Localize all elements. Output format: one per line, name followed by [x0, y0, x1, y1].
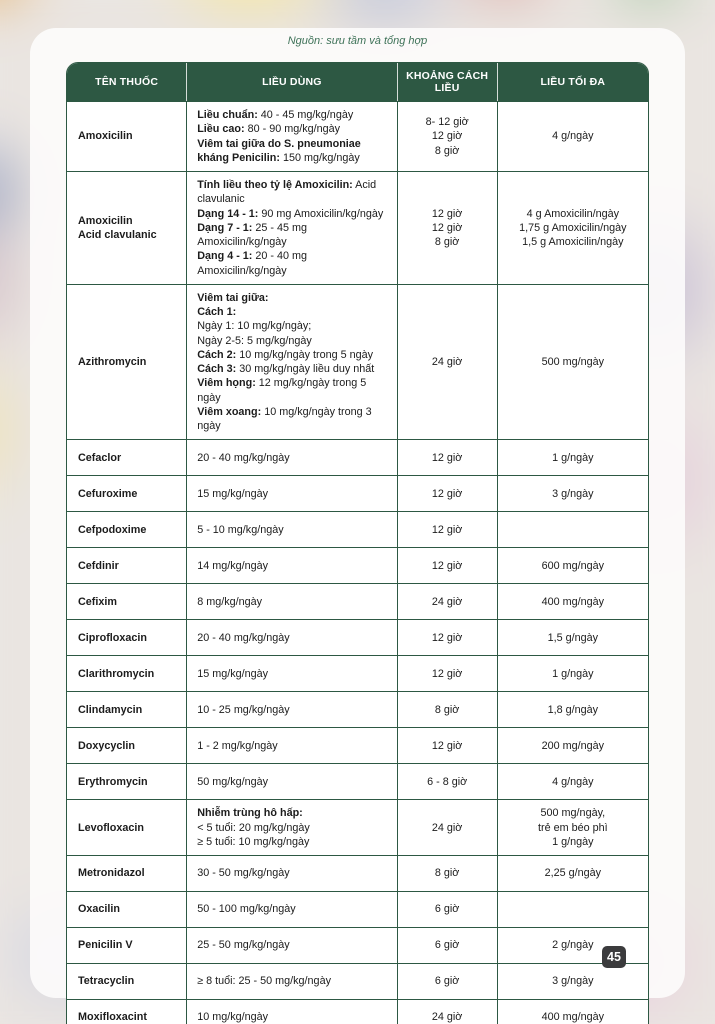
- table-row: [67, 439, 648, 475]
- interval-cell: 8- 12 giờ 12 giờ 8 giờ: [397, 101, 497, 171]
- dose-cell: ≥ 8 tuổi: 25 - 50 mg/kg/ngày: [186, 963, 396, 999]
- column-header-dose: LIỀU DÙNG: [186, 63, 396, 101]
- max-dose-cell: 4 g/ngày: [497, 763, 648, 799]
- column-header-max-dose: LIỀU TỐI ĐA: [497, 63, 648, 101]
- max-dose-cell: 1,5 g/ngày: [497, 619, 648, 655]
- max-dose-cell: 600 mg/ngày: [497, 547, 648, 583]
- drug-name-cell: Erythromycin: [67, 763, 186, 799]
- table-row: [67, 101, 648, 171]
- table-row: [67, 927, 648, 963]
- dose-cell: 30 - 50 mg/kg/ngày: [186, 855, 396, 891]
- source-note: Nguồn: sưu tầm và tổng hợp: [287, 35, 428, 47]
- interval-cell: 24 giờ: [397, 284, 497, 440]
- dose-cell: 14 mg/kg/ngày: [186, 547, 396, 583]
- dosage-table: [67, 63, 648, 1024]
- max-dose-cell: 500 mg/ngày, trẻ em béo phì 1 g/ngày: [497, 799, 648, 855]
- drug-name-cell: Cefdinir: [67, 547, 186, 583]
- drug-name-cell: Clindamycin: [67, 691, 186, 727]
- drug-name-cell: Metronidazol: [67, 855, 186, 891]
- dose-cell: 20 - 40 mg/kg/ngày: [186, 439, 396, 475]
- table-row: [67, 855, 648, 891]
- drug-name-cell: Cefpodoxime: [67, 511, 186, 547]
- drug-name-cell: Amoxicilin Acid clavulanic: [67, 171, 186, 284]
- interval-cell: 6 giờ: [397, 891, 497, 927]
- drug-name-cell: Tetracyclin: [67, 963, 186, 999]
- dosage-table-container: [66, 62, 649, 1024]
- max-dose-cell: 200 mg/ngày: [497, 727, 648, 763]
- dose-cell: 50 - 100 mg/kg/ngày: [186, 891, 396, 927]
- table-row: [67, 799, 648, 855]
- max-dose-cell: 4 g Amoxicilin/ngày 1,75 g Amoxicilin/ngày 1,5 g Amoxicilin/ngày: [497, 171, 648, 284]
- page-number-badge: 45: [602, 946, 626, 968]
- table-row: [67, 963, 648, 999]
- table-row: [67, 999, 648, 1024]
- column-header-drug-name: TÊN THUỐC: [67, 63, 186, 101]
- dose-cell: 15 mg/kg/ngày: [186, 655, 396, 691]
- max-dose-cell: 1,8 g/ngày: [497, 691, 648, 727]
- table-row: [67, 583, 648, 619]
- dose-cell: 10 mg/kg/ngày: [186, 999, 396, 1024]
- max-dose-cell: 400 mg/ngày: [497, 999, 648, 1024]
- content-panel: [30, 28, 685, 1024]
- max-dose-cell: 2,25 g/ngày: [497, 855, 648, 891]
- column-header-interval: KHOẢNG CÁCH LIỀU: [397, 63, 497, 101]
- drug-name-cell: Clarithromycin: [67, 655, 186, 691]
- table-row: [67, 171, 648, 284]
- interval-cell: 6 - 8 giờ: [397, 763, 497, 799]
- dose-cell: 5 - 10 mg/kg/ngày: [186, 511, 396, 547]
- table-row: [67, 891, 648, 927]
- interval-cell: 12 giờ: [397, 655, 497, 691]
- interval-cell: 12 giờ: [397, 727, 497, 763]
- drug-name-cell: Cefixim: [67, 583, 186, 619]
- interval-cell: 12 giờ: [397, 511, 497, 547]
- interval-cell: 12 giờ 12 giờ 8 giờ: [397, 171, 497, 284]
- max-dose-cell: 3 g/ngày: [497, 475, 648, 511]
- drug-name-cell: Ciprofloxacin: [67, 619, 186, 655]
- table-row: [67, 284, 648, 440]
- max-dose-cell: 400 mg/ngày: [497, 583, 648, 619]
- interval-cell: 8 giờ: [397, 855, 497, 891]
- dose-cell: Tính liều theo tỷ lệ Amoxicilin: Acid clavulanic Dạng 14 - 1: 90 mg Amoxicilin/kg/ngày Dạng 7 - 1: 25 - 45 mg Amoxicilin/kg/ngày Dạng 4 - 1: 20 - 40 mg Amoxicilin/kg/ngày: [186, 171, 396, 284]
- max-dose-cell: 3 g/ngày: [497, 963, 648, 999]
- dose-cell: 50 mg/kg/ngày: [186, 763, 396, 799]
- interval-cell: 12 giờ: [397, 547, 497, 583]
- dose-cell: 10 - 25 mg/kg/ngày: [186, 691, 396, 727]
- max-dose-cell: 2 g/ngày: [497, 927, 648, 963]
- interval-cell: 6 giờ: [397, 927, 497, 963]
- max-dose-cell: 1 g/ngày: [497, 439, 648, 475]
- interval-cell: 6 giờ: [397, 963, 497, 999]
- dose-cell: 20 - 40 mg/kg/ngày: [186, 619, 396, 655]
- table-row: [67, 619, 648, 655]
- table-row: [67, 511, 648, 547]
- table-body: [67, 101, 648, 1024]
- dose-cell: Viêm tai giữa: Cách 1: Ngày 1: 10 mg/kg/ngày; Ngày 2-5: 5 mg/kg/ngày Cách 2: 10 mg/kg/ngày trong 5 ngày Cách 3: 30 mg/kg/ngày liều duy nhất Viêm họng: 12 mg/kg/ngày trong 5 ngày Viêm xoang: 10 mg/kg/ngày trong 3 ngày: [186, 284, 396, 440]
- interval-cell: 24 giờ: [397, 583, 497, 619]
- drug-name-cell: Amoxicilin: [67, 101, 186, 171]
- table-row: [67, 691, 648, 727]
- interval-cell: 8 giờ: [397, 691, 497, 727]
- dose-cell: 1 - 2 mg/kg/ngày: [186, 727, 396, 763]
- table-row: [67, 763, 648, 799]
- drug-name-cell: Cefaclor: [67, 439, 186, 475]
- table-row: [67, 727, 648, 763]
- drug-name-cell: Oxacilin: [67, 891, 186, 927]
- max-dose-cell: 4 g/ngày: [497, 101, 648, 171]
- interval-cell: 12 giờ: [397, 475, 497, 511]
- dose-cell: 15 mg/kg/ngày: [186, 475, 396, 511]
- dose-cell: Liều chuẩn: 40 - 45 mg/kg/ngày Liều cao: 80 - 90 mg/kg/ngày Viêm tai giữa do S. pneumoniae kháng Penicilin: 150 mg/kg/ngày: [186, 101, 396, 171]
- interval-cell: 24 giờ: [397, 999, 497, 1024]
- table-row: [67, 475, 648, 511]
- table-header: [67, 63, 648, 101]
- table-row: [67, 547, 648, 583]
- dose-cell: 25 - 50 mg/kg/ngày: [186, 927, 396, 963]
- drug-name-cell: Moxifloxacint: [67, 999, 186, 1024]
- dose-cell: 8 mg/kg/ngày: [186, 583, 396, 619]
- drug-name-cell: Levofloxacin: [67, 799, 186, 855]
- interval-cell: 12 giờ: [397, 439, 497, 475]
- table-row: [67, 655, 648, 691]
- interval-cell: 12 giờ: [397, 619, 497, 655]
- drug-name-cell: Azithromycin: [67, 284, 186, 440]
- drug-name-cell: Penicilin V: [67, 927, 186, 963]
- max-dose-cell: 500 mg/ngày: [497, 284, 648, 440]
- max-dose-cell: [497, 891, 648, 927]
- max-dose-cell: 1 g/ngày: [497, 655, 648, 691]
- dose-cell: Nhiễm trùng hô hấp: < 5 tuổi: 20 mg/kg/ngày ≥ 5 tuổi: 10 mg/kg/ngày: [186, 799, 396, 855]
- drug-name-cell: Doxycyclin: [67, 727, 186, 763]
- max-dose-cell: [497, 511, 648, 547]
- drug-name-cell: Cefuroxime: [67, 475, 186, 511]
- interval-cell: 24 giờ: [397, 799, 497, 855]
